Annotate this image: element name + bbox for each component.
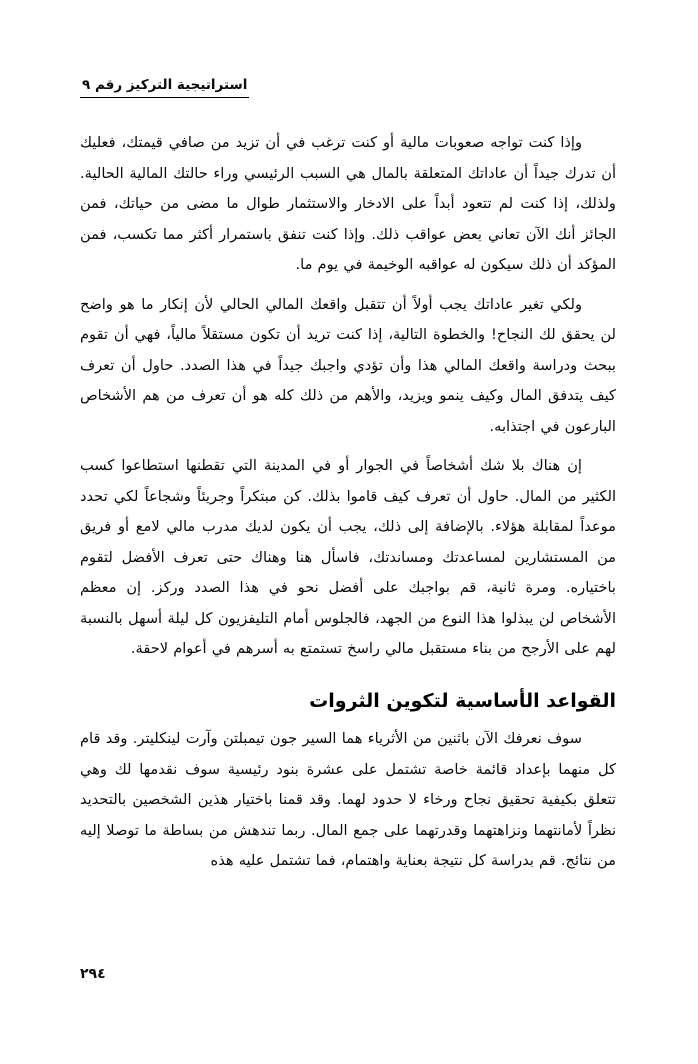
page-body — [80, 128, 616, 886]
section-heading: القواعد الأساسية لتكوين الثروات — [309, 689, 616, 712]
paragraph-2: ولكي تغير عاداتك يجب أولاً أن تتقبل واقعك المالي الحالي لأن إنكار ما هو واضح لن يحقق لك النجاح! والخطوة التالية، إذا كنت تريد أن تكون مستقلاً مالياً، فهي أن تقوم ببحث ودراسة واقعك المالي هذا وأن تؤدي واجبك جيداً في هذا الصدد. حاول أن تعرف كيف يتدفق المال وكيف ينمو ويزيد، والأهم من ذلك كله هو أن تعرف من هم الأشخاص البارعون في اجتذابه. — [80, 295, 616, 435]
running-head-text: استراتيجية التركيز رقم ٩ — [80, 77, 249, 98]
paragraph-1: وإذا كنت تواجه صعوبات مالية أو كنت ترغب في أن تزيد من صافي قيمتك، فعليك أن تدرك جيداً أن عاداتك المتعلقة بالمال هي السبب الرئيسي وراء حالتك المالية الحالية. ولذلك، إذا كنت لم تتعود أبداً على الادخار والاستثمار طوال ما مضى من حياتك، فمن الجائز أنك الآن تعاني بعض عواقب ذلك. وإذا كنت تنفق باستمرار أكثر مما تكسب، فمن المؤكد أن ذلك سيكون له عواقبه الوخيمة في يوم ما. — [80, 134, 616, 273]
page-number-text: ٢٩٤ — [80, 966, 106, 982]
running-head — [80, 74, 616, 98]
paragraph-4: سوف نعرفك الآن باثنين من الأثرياء هما السير جون تيمبلتن وآرت لينكليتر. وقد قام كل منهما بإعداد قائمة خاصة تشتمل على عشرة بنود رئيسية سوف نقدمها لك وهي تتعلق بكيفية تحقيق نجاح ورخاء لا حدود لهما. وقد قمنا باختيار هذين الشخصين بالتحديد نظراً لأمانتهما ونزاهتهما وقدرتهما على جمع المال. ربما تندهش من بساطة ما توصلا إليه من نتائج. قم بدراسة كل نتيجة بعناية واهتمام، فما تشتمل عليه هذه — [80, 730, 616, 870]
page-number — [80, 966, 616, 982]
paragraph-3: إن هناك بلا شك أشخاصاً في الجوار أو في المدينة التي تقطنها استطاعوا كسب الكثير من المال. حاول أن تعرف كيف قاموا بذلك. كن مبتكراً وجريئاً وشجاعاً لكي تحدد موعداً لمقابلة هؤلاء. بالإضافة إلى ذلك، يجب أن يكون لديك مدرب مالي لامع أو فريق من المستشارين لمساعدتك ومساندتك، فاسأل هنا وهناك حتى تعرف الأفضل لتقوم باختياره. ومرة ثانية، قم بواجبك على أفضل نحو في هذا الصدد وركز. إن معظم الأشخاص لن يبذلوا هذا النوع من الجهد، فالجلوس أمام التليفزيون كل ليلة أسهل بالنسبة لهم على الأرجح من بناء مستقبل مالي راسخ تستمتع به أسرهم في أعوام لاحقة. — [80, 457, 616, 657]
